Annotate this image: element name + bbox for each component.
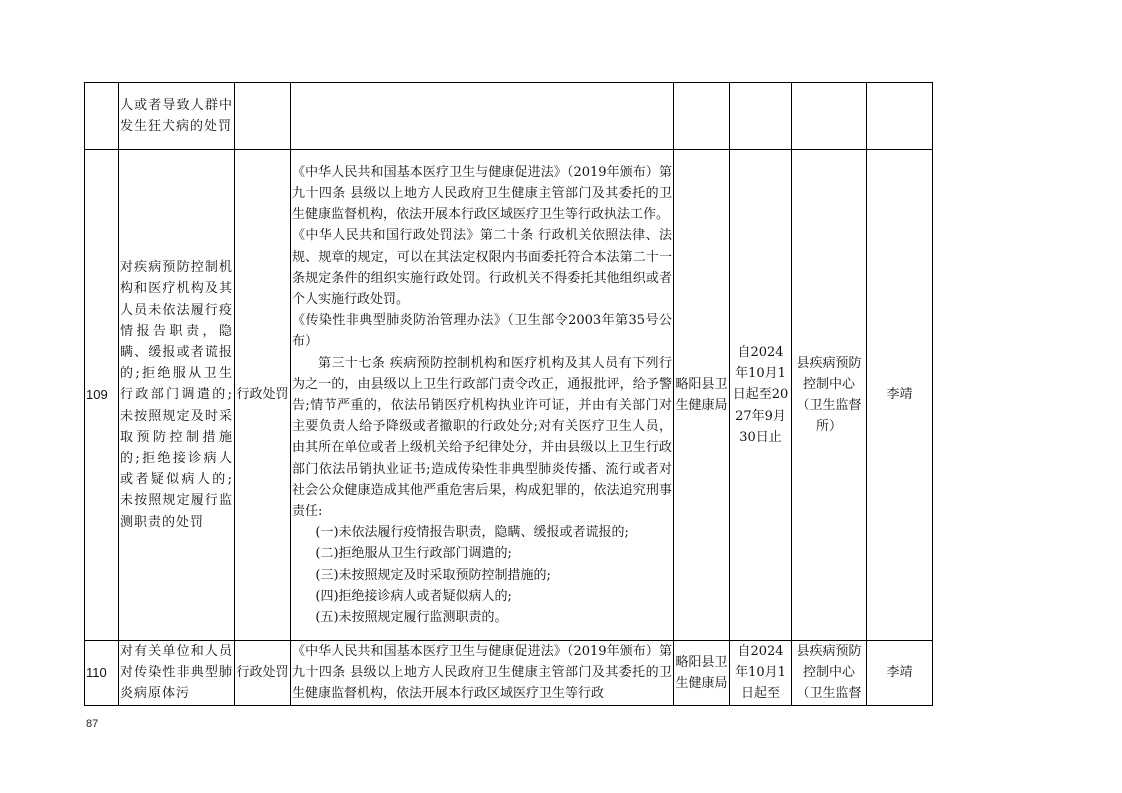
entrustment-period: 自2024年10月1日起至2027年9月30日止 <box>730 150 792 641</box>
basis-clause: (五)未按照规定履行监测职责的。 <box>315 610 508 626</box>
row-number: 110 <box>85 641 119 706</box>
entrusting-agency: 略阳县卫生健康局 <box>674 641 730 706</box>
executing-unit: 县疾病预防控制中心（卫生监督所） <box>792 150 867 641</box>
responsible-person: 李靖 <box>867 641 933 706</box>
item-name: 对疾病预防控制机构和医疗机构及其人员未依法履行疫情报告职责，隐瞒、缓报或者谎报的;拒绝服从卫生行政部门调遣的;未按照规定及时采取预防控制措施的;拒绝接诊病人或者疑似病人的;未按照规定履行监测职责的处罚 <box>119 150 235 641</box>
entrusting-agency: 略阳县卫生健康局 <box>674 150 730 641</box>
legal-basis <box>291 150 674 641</box>
power-type <box>235 83 291 150</box>
basis-clause: (一)未依法履行疫情报告职责，隐瞒、缓报或者谎报的; <box>315 525 629 541</box>
entrustment-period <box>730 83 792 150</box>
table-row <box>85 150 933 641</box>
row-number <box>85 83 119 150</box>
row-number: 109 <box>85 150 119 641</box>
basis-paragraph: 《中华人民共和国基本医疗卫生与健康促进法》（2019年颁布）第九十四条 县级以上地方人民政府卫生健康主管部门及其委托的卫生健康监督机构，依法开展本行政区域医疗卫生等行政 <box>292 644 672 702</box>
table-row <box>85 641 933 706</box>
basis-clause: (二)拒绝服从卫生行政部门调遣的; <box>315 546 512 562</box>
basis-paragraph: 《中华人民共和国行政处罚法》第二十条 行政机关依照法律、法规、规章的规定，可以在其法定权限内书面委托符合本法第二十一条规定条件的组织实施行政处罚。行政机关不得委托其他组织或者个人实施行政处罚。 <box>292 228 672 307</box>
basis-paragraph: 《传染性非典型肺炎防治管理办法》（卫生部令2003年第35号公布） <box>292 313 672 350</box>
item-name: 人或者导致人群中发生狂犬病的处罚 <box>119 83 235 150</box>
executing-unit <box>792 83 867 150</box>
law-enforcement-table <box>84 82 933 706</box>
basis-clause: (三)未按照规定及时采取预防控制措施的; <box>315 567 551 583</box>
basis-paragraph: 《中华人民共和国基本医疗卫生与健康促进法》（2019年颁布）第九十四条 县级以上地方人民政府卫生健康主管部门及其委托的卫生健康监督机构，依法开展本行政区域医疗卫生等行政执法工作。 <box>292 164 672 223</box>
responsible-person <box>867 83 933 150</box>
entrustment-period: 自2024年10月1日起至 <box>730 641 792 706</box>
executing-unit: 县疾病预防控制中心（卫生监督 <box>792 641 867 706</box>
responsible-person: 李靖 <box>867 150 933 641</box>
item-name: 对有关单位和人员对传染性非典型肺炎病原体污 <box>119 641 235 706</box>
basis-clause: (四)拒绝接诊病人或者疑似病人的; <box>315 588 512 604</box>
legal-basis <box>291 83 674 150</box>
basis-paragraph: 第三十七条 疾病预防控制机构和医疗机构及其人员有下列行为之一的，由县级以上卫生行政部门责令改正，通报批评，给予警告;情节严重的，依法吊销医疗机构执业许可证，并由有关部门对主要负责人给予降级或者撤职的行政处分;对有关医疗卫生人员，由其所在单位或者上级机关给予纪律处分，并由县级以上卫生行政部门依法吊销执业证书;造成传染性非典型肺炎传播、流行或者对社会公众健康造成其他严重危害后果，构成犯罪的，依法追究刑事责任: <box>292 355 672 520</box>
legal-basis <box>291 641 674 706</box>
page-number: 87 <box>86 718 99 730</box>
power-type: 行政处罚 <box>235 150 291 641</box>
power-type: 行政处罚 <box>235 641 291 706</box>
table-row <box>85 83 933 150</box>
entrusting-agency <box>674 83 730 150</box>
